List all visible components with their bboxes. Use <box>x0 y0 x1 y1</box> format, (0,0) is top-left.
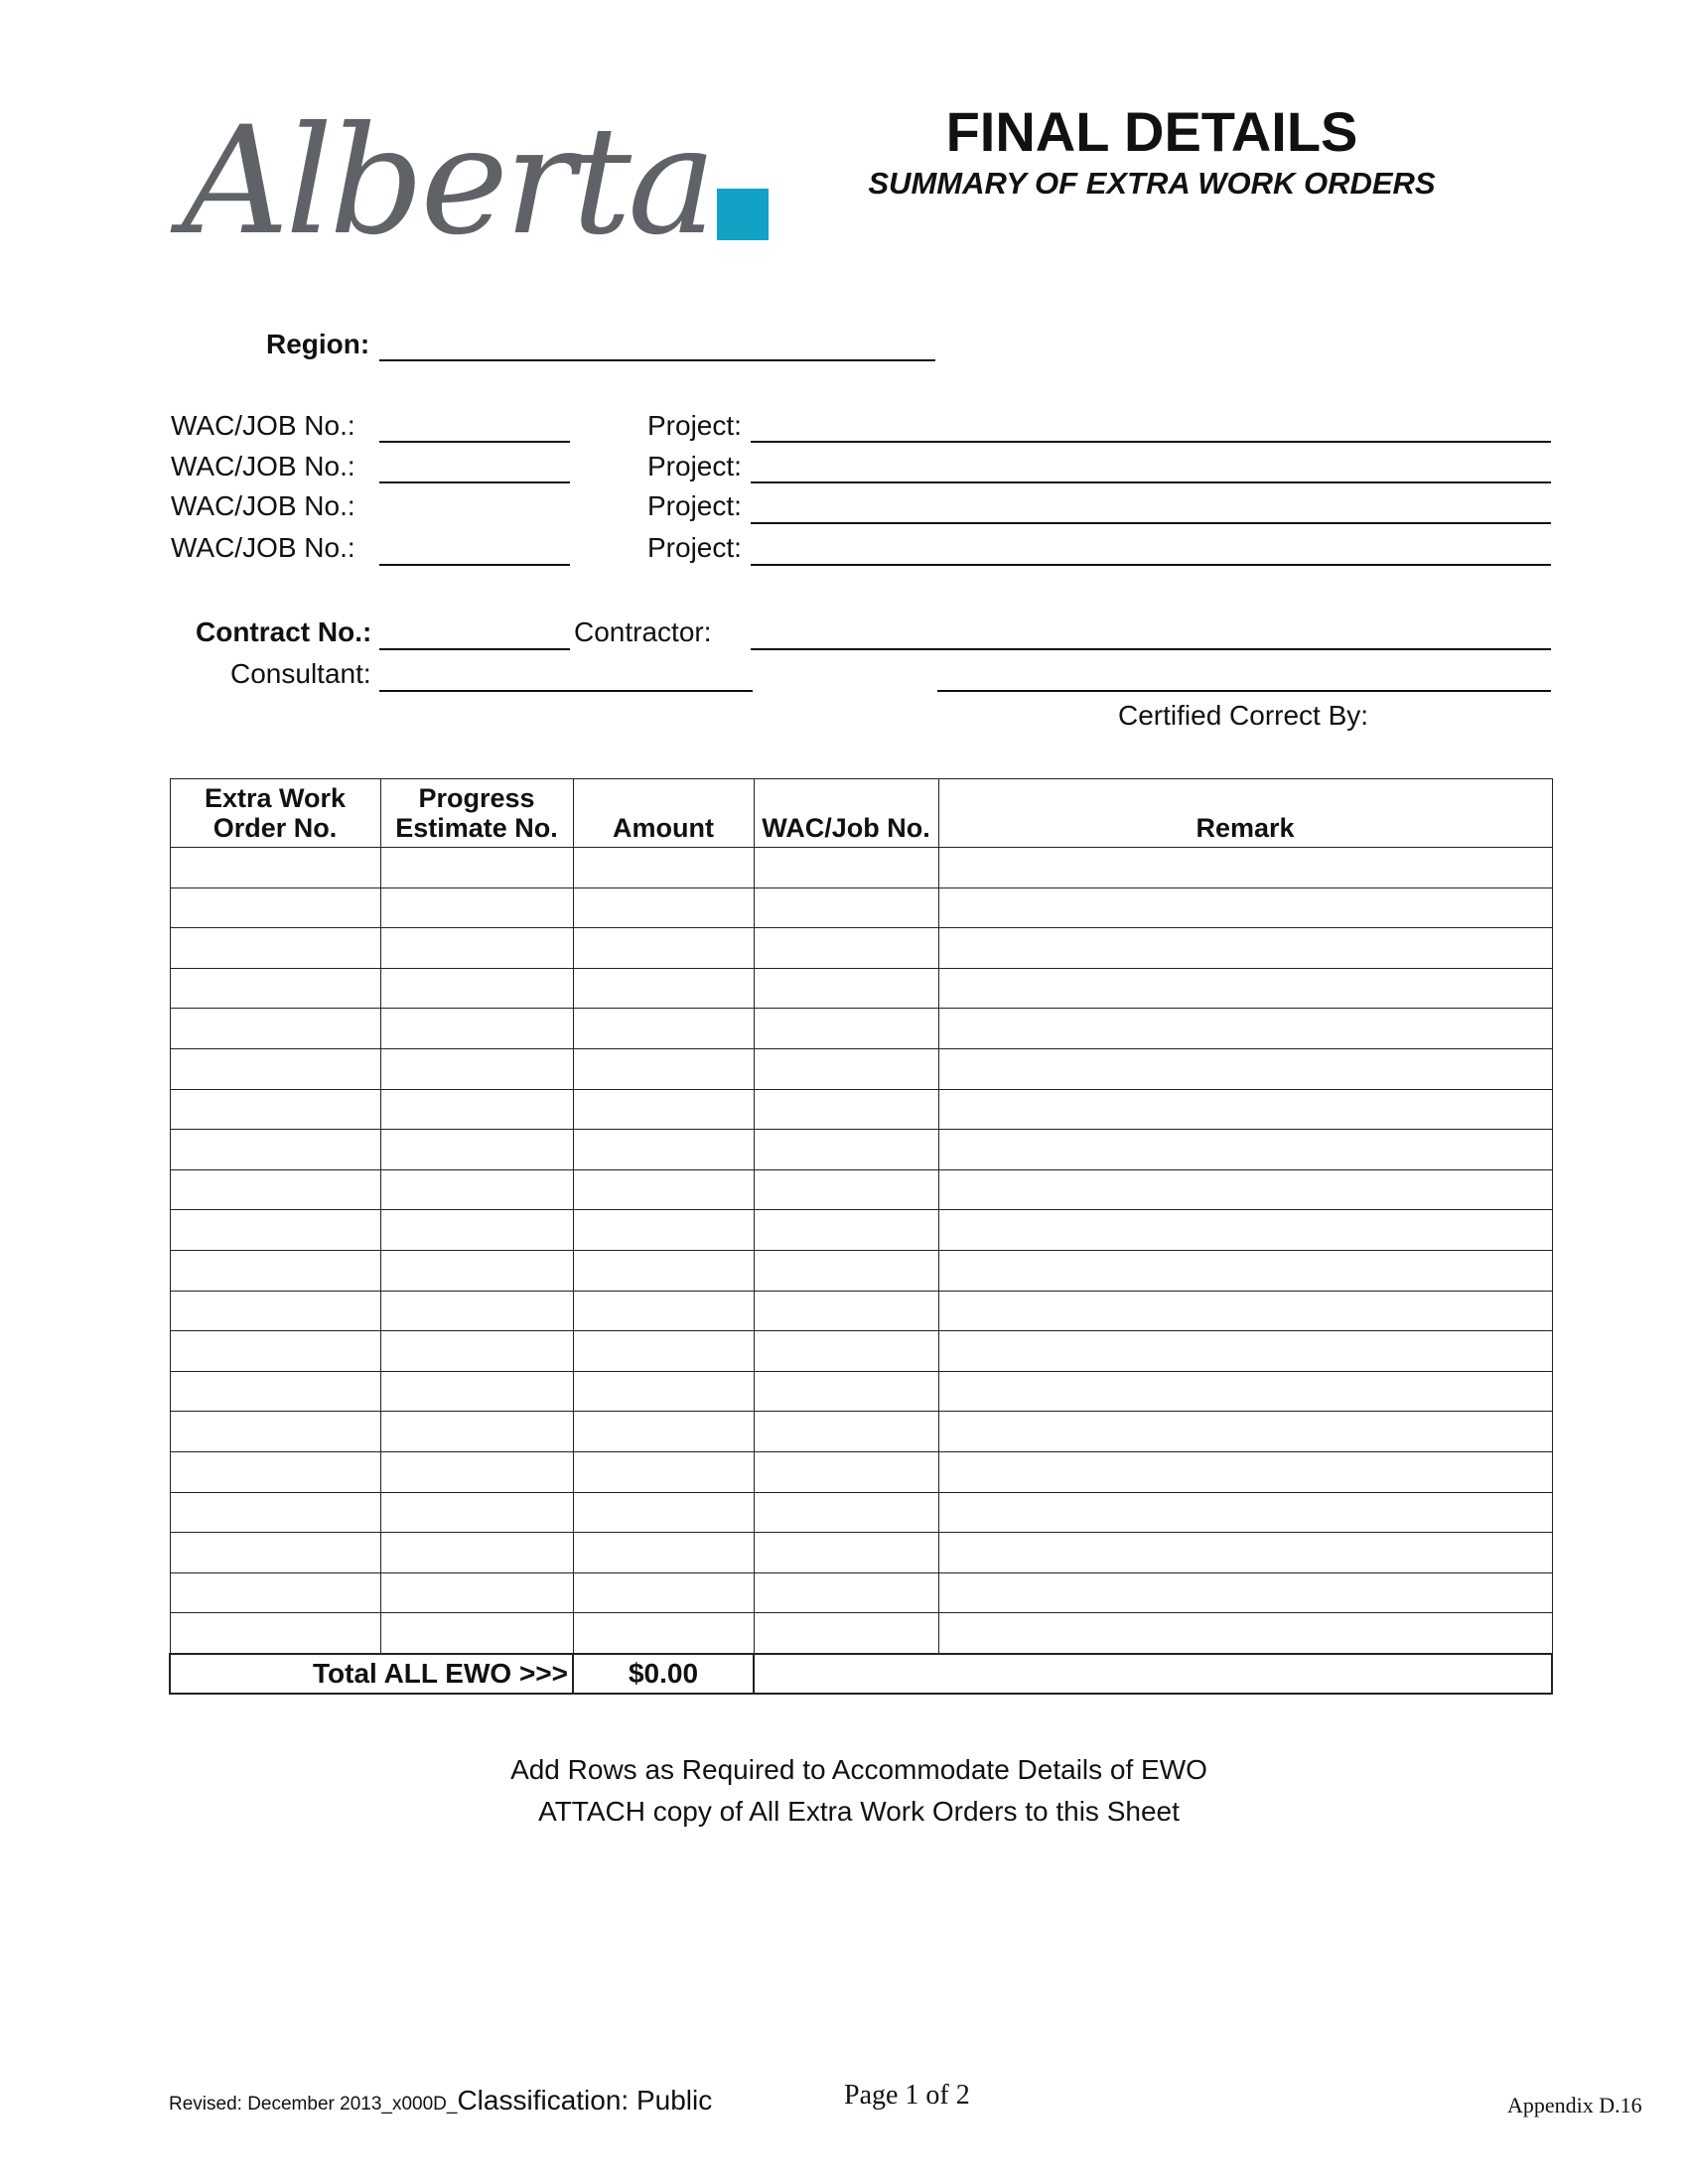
contractor-field[interactable] <box>751 648 1551 650</box>
progress-estimate-cell[interactable] <box>380 968 573 1009</box>
note-add-rows: Add Rows as Required to Accommodate Details of EWO <box>510 1754 1207 1785</box>
wac-job-cell[interactable] <box>754 848 938 888</box>
ewo-no-cell[interactable] <box>170 1291 380 1331</box>
project-label-2: Project: <box>647 451 742 481</box>
amount-cell[interactable] <box>573 1613 754 1654</box>
amount-cell[interactable] <box>573 1371 754 1412</box>
amount-cell[interactable] <box>573 848 754 888</box>
amount-cell[interactable] <box>573 1130 754 1170</box>
wac-label-3: WAC/JOB No.: <box>171 490 355 521</box>
project-field-4[interactable] <box>751 564 1551 566</box>
contract-field[interactable] <box>379 648 570 650</box>
amount-cell[interactable] <box>573 1089 754 1130</box>
project-field-2[interactable] <box>751 481 1551 483</box>
amount-cell[interactable] <box>573 1533 754 1573</box>
wac-field-2[interactable] <box>379 481 570 483</box>
consultant-label: Consultant: <box>230 658 371 689</box>
alberta-logo <box>174 95 774 273</box>
progress-estimate-cell[interactable] <box>380 1009 573 1049</box>
progress-estimate-cell[interactable] <box>380 1492 573 1533</box>
ewo-no-cell[interactable] <box>170 887 380 928</box>
wac-label-4: WAC/JOB No.: <box>171 532 355 563</box>
wac-field-4[interactable] <box>379 564 570 566</box>
project-field-3[interactable] <box>751 522 1551 524</box>
ewo-no-cell[interactable] <box>170 1210 380 1251</box>
progress-estimate-cell[interactable] <box>380 1048 573 1089</box>
appendix-label: Appendix D.16 <box>1507 2093 1642 2117</box>
wac-job-cell[interactable] <box>754 1210 938 1251</box>
amount-cell[interactable] <box>573 1250 754 1291</box>
table-row <box>170 1250 1552 1291</box>
ewo-no-cell[interactable] <box>170 968 380 1009</box>
total-amount: $0.00 <box>573 1654 754 1694</box>
certified-label: Certified Correct By: <box>1118 700 1369 731</box>
remark-cell[interactable] <box>938 1048 1552 1089</box>
remark-cell[interactable] <box>938 887 1552 928</box>
table-row <box>170 1371 1552 1412</box>
progress-estimate-cell[interactable] <box>380 1533 573 1573</box>
table-row <box>170 1533 1552 1573</box>
wac-job-cell[interactable] <box>754 1089 938 1130</box>
wac-job-cell[interactable] <box>754 1412 938 1452</box>
remark-cell[interactable] <box>938 1412 1552 1452</box>
instructions <box>298 1749 1420 1833</box>
remark-cell[interactable] <box>938 1291 1552 1331</box>
table-row <box>170 887 1552 928</box>
table-row <box>170 1210 1552 1251</box>
ewo-no-cell[interactable] <box>170 1048 380 1089</box>
page-subtitle: SUMMARY OF EXTRA WORK ORDERS <box>868 166 1436 201</box>
remark-cell[interactable] <box>938 1250 1552 1291</box>
remark-cell[interactable] <box>938 1331 1552 1372</box>
col-header-remark: Remark <box>938 779 1552 848</box>
certified-signature-field[interactable] <box>937 690 1551 692</box>
progress-estimate-cell[interactable] <box>380 1331 573 1372</box>
ewo-no-cell[interactable] <box>170 1250 380 1291</box>
table-row <box>170 1492 1552 1533</box>
table-row <box>170 968 1552 1009</box>
logo-wordmark: Alberta <box>182 95 713 268</box>
ewo-no-cell[interactable] <box>170 1412 380 1452</box>
progress-estimate-cell[interactable] <box>380 1210 573 1251</box>
amount-cell[interactable] <box>573 1572 754 1613</box>
table-row <box>170 1572 1552 1613</box>
amount-cell[interactable] <box>573 968 754 1009</box>
ewo-no-cell[interactable] <box>170 1009 380 1049</box>
project-label-3: Project: <box>647 490 742 521</box>
remark-cell[interactable] <box>938 1009 1552 1049</box>
page-title: FINAL DETAILS <box>945 100 1358 163</box>
amount-cell[interactable] <box>573 1169 754 1210</box>
table-row <box>170 928 1552 969</box>
ewo-no-cell[interactable] <box>170 1613 380 1654</box>
ewo-no-cell[interactable] <box>170 1371 380 1412</box>
table-row <box>170 1130 1552 1170</box>
ewo-no-cell[interactable] <box>170 1492 380 1533</box>
wac-job-cell[interactable] <box>754 887 938 928</box>
progress-estimate-cell[interactable] <box>380 1572 573 1613</box>
progress-estimate-cell[interactable] <box>380 1412 573 1452</box>
revised-text: Revised: December 2013_x000D_ <box>169 2094 458 2115</box>
wac-job-cell[interactable] <box>754 1291 938 1331</box>
table-row <box>170 1009 1552 1049</box>
wac-field-1[interactable] <box>379 441 570 443</box>
table-row <box>170 1331 1552 1372</box>
table-row <box>170 1169 1552 1210</box>
wac-job-cell[interactable] <box>754 968 938 1009</box>
table-row <box>170 1412 1552 1452</box>
progress-estimate-cell[interactable] <box>380 1451 573 1492</box>
wac-job-cell[interactable] <box>754 1331 938 1372</box>
project-field-1[interactable] <box>751 441 1551 443</box>
ewo-no-cell[interactable] <box>170 1451 380 1492</box>
amount-cell[interactable] <box>573 1451 754 1492</box>
ewo-no-cell[interactable] <box>170 1089 380 1130</box>
wac-label-2: WAC/JOB No.: <box>171 451 355 481</box>
wac-job-cell[interactable] <box>754 1492 938 1533</box>
project-label-4: Project: <box>647 532 742 563</box>
remark-cell[interactable] <box>938 1210 1552 1251</box>
table-row <box>170 848 1552 888</box>
ewo-no-cell[interactable] <box>170 1169 380 1210</box>
contract-label: Contract No.: <box>196 616 372 647</box>
remark-cell[interactable] <box>938 1613 1552 1654</box>
remark-cell[interactable] <box>938 1451 1552 1492</box>
table-header-row <box>170 779 1552 848</box>
wac-job-cell[interactable] <box>754 1169 938 1210</box>
project-label-1: Project: <box>647 410 742 441</box>
table-row <box>170 1451 1552 1492</box>
progress-estimate-cell[interactable] <box>380 1250 573 1291</box>
progress-estimate-cell[interactable] <box>380 1169 573 1210</box>
amount-cell[interactable] <box>573 1331 754 1372</box>
wac-job-cell[interactable] <box>754 1250 938 1291</box>
progress-estimate-cell[interactable] <box>380 1089 573 1130</box>
footer-revised <box>169 2085 712 2116</box>
table-row <box>170 1613 1552 1654</box>
total-remainder <box>754 1654 1552 1694</box>
remark-cell[interactable] <box>938 1371 1552 1412</box>
ewo-no-cell[interactable] <box>170 1331 380 1372</box>
remark-cell[interactable] <box>938 1169 1552 1210</box>
progress-estimate-cell[interactable] <box>380 848 573 888</box>
amount-cell[interactable] <box>573 1009 754 1049</box>
progress-estimate-cell[interactable] <box>380 1130 573 1170</box>
classification-text: Classification: Public <box>457 2085 713 2116</box>
progress-estimate-cell[interactable] <box>380 1371 573 1412</box>
amount-cell[interactable] <box>573 928 754 969</box>
remark-cell[interactable] <box>938 1130 1552 1170</box>
ewo-no-cell[interactable] <box>170 1130 380 1170</box>
wac-job-cell[interactable] <box>754 1009 938 1049</box>
note-attach-copy: ATTACH copy of All Extra Work Orders to this Sheet <box>538 1796 1180 1827</box>
progress-estimate-cell[interactable] <box>380 887 573 928</box>
contractor-label: Contractor: <box>574 616 712 647</box>
remark-cell[interactable] <box>938 968 1552 1009</box>
consultant-field[interactable] <box>379 690 753 692</box>
col-header-ewo-no: Extra Work Order No. <box>170 779 380 848</box>
wac-job-cell[interactable] <box>754 1613 938 1654</box>
ewo-no-cell[interactable] <box>170 848 380 888</box>
remark-cell[interactable] <box>938 1533 1552 1573</box>
logo-square-icon <box>717 189 769 240</box>
amount-cell[interactable] <box>573 1412 754 1452</box>
wac-label-1: WAC/JOB No.: <box>171 410 355 441</box>
remark-cell[interactable] <box>938 1572 1552 1613</box>
ewo-no-cell[interactable] <box>170 1533 380 1573</box>
amount-cell[interactable] <box>573 1492 754 1533</box>
wac-job-cell[interactable] <box>754 1451 938 1492</box>
col-header-amount: Amount <box>573 779 754 848</box>
ewo-no-cell[interactable] <box>170 928 380 969</box>
remark-cell[interactable] <box>938 1492 1552 1533</box>
remark-cell[interactable] <box>938 848 1552 888</box>
progress-estimate-cell[interactable] <box>380 1291 573 1331</box>
page-number: Page 1 of 2 <box>844 2080 970 2111</box>
wac-job-cell[interactable] <box>754 1048 938 1089</box>
amount-cell[interactable] <box>573 1291 754 1331</box>
amount-cell[interactable] <box>573 1048 754 1089</box>
col-header-progress-estimate: Progress Estimate No. <box>380 779 573 848</box>
table-row <box>170 1291 1552 1331</box>
remark-cell[interactable] <box>938 1089 1552 1130</box>
wac-job-cell[interactable] <box>754 1572 938 1613</box>
table-row <box>170 1089 1552 1130</box>
amount-cell[interactable] <box>573 887 754 928</box>
col-header-wac-job: WAC/Job No. <box>754 779 938 848</box>
progress-estimate-cell[interactable] <box>380 1613 573 1654</box>
amount-cell[interactable] <box>573 1210 754 1251</box>
ewo-no-cell[interactable] <box>170 1572 380 1613</box>
wac-job-cell[interactable] <box>754 1533 938 1573</box>
region-field[interactable] <box>379 359 935 361</box>
wac-job-cell[interactable] <box>754 928 938 969</box>
region-label: Region: <box>266 329 370 359</box>
ewo-table <box>169 778 1553 1695</box>
total-row <box>170 1654 1552 1694</box>
table-row <box>170 1048 1552 1089</box>
wac-job-cell[interactable] <box>754 1130 938 1170</box>
progress-estimate-cell[interactable] <box>380 928 573 969</box>
remark-cell[interactable] <box>938 928 1552 969</box>
wac-job-cell[interactable] <box>754 1371 938 1412</box>
total-label: Total ALL EWO >>> <box>170 1654 573 1694</box>
